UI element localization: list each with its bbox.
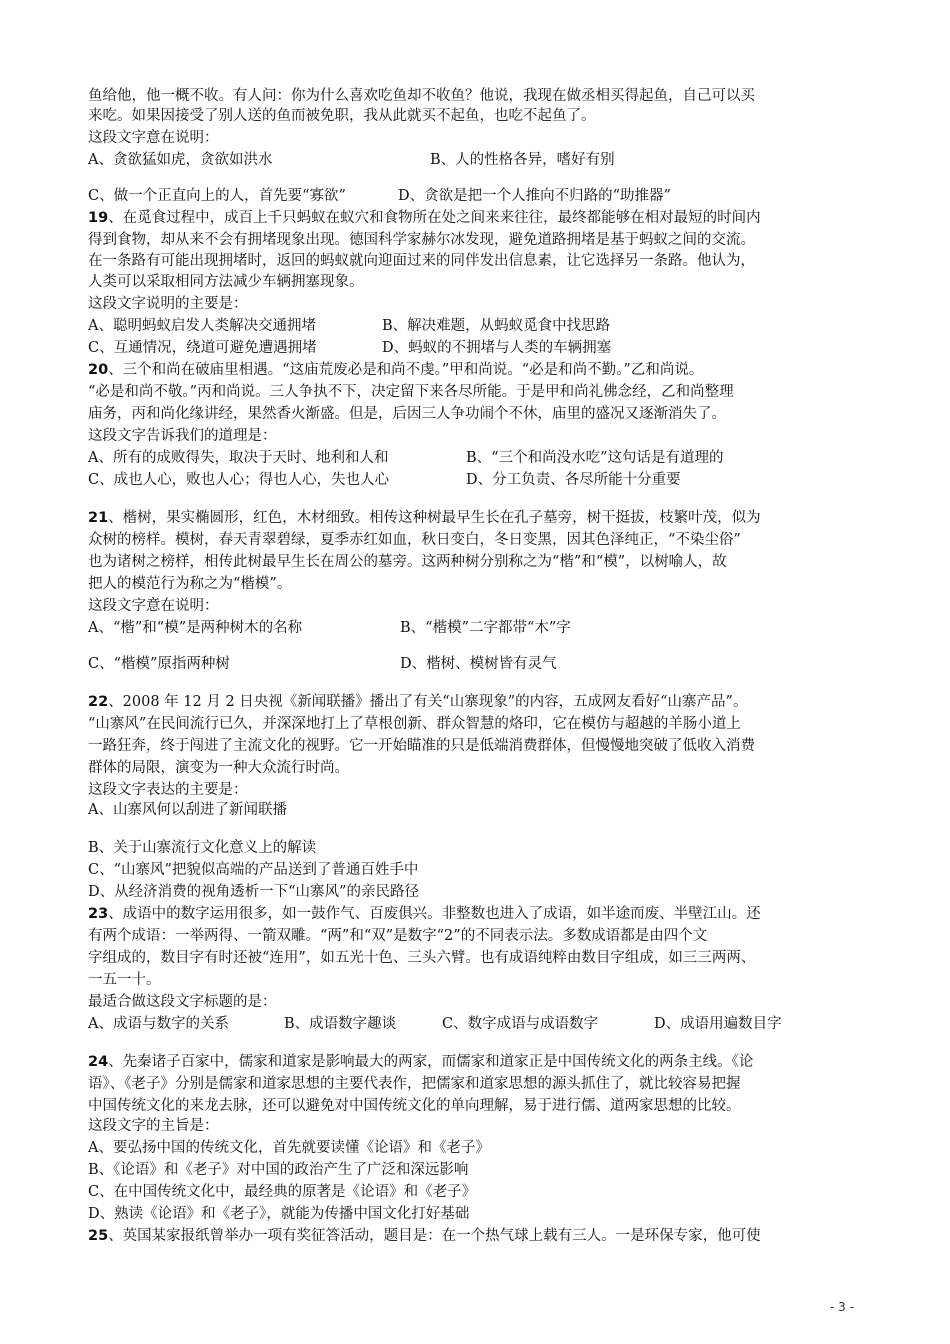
q22-option-c: C、“山寨风”把貌似高端的产品送到了普通百姓手中: [88, 862, 419, 878]
q21-text: 、楷树，果实椭圆形，红色，木材细致。相传这种树最早生长在孔子墓旁，树干挺拔，枝繁叶茂，似为: [108, 510, 761, 526]
q24-option-d: D、熟读《论语》和《老子》，就能为传播中国文化打好基础: [88, 1206, 470, 1222]
q23-options-row: [88, 1014, 878, 1034]
q20-number: 20: [88, 362, 109, 378]
q20-option-a: A、所有的成败得失，取决于天时、地利和人和: [88, 450, 389, 466]
q20-option-b: B、“三个和尚没水吃”这句话是有道理的: [466, 450, 724, 466]
q20-option-d: D、分工负责、各尽所能十分重要: [466, 472, 681, 488]
page-number: - 3 -: [830, 1300, 854, 1314]
q20-options-row: [88, 448, 878, 468]
q22-number: 22: [88, 694, 109, 710]
q19-option-d: D、蚂蚁的不拥堵与人类的车辆拥塞: [382, 340, 612, 356]
q20-options-row: [88, 470, 878, 490]
q21-text-line: 也为诸树之榜样，相传此树最早生长在周公的墓旁。这两种树分别称之为“楷”和“模”，以树喻人，故: [88, 554, 727, 570]
q24-option-a: A、要弘扬中国的传统文化，首先就要读懂《论语》和《老子》: [88, 1140, 490, 1156]
q18-option-b: B、人的性格各异，嗜好有别: [430, 152, 615, 168]
q21-number: 21: [88, 510, 109, 526]
q23-number: 23: [88, 906, 109, 922]
q18-option-a: A、贪欲猛如虎，贪欲如洪水: [88, 152, 273, 168]
q21-options-row: [88, 654, 878, 674]
q23-option-a: A、成语与数字的关系: [88, 1016, 229, 1032]
q20-text: 、三个和尚在破庙里相遇。“这庙荒废必是和尚不虔。”甲和尚说。“必是和尚不勤。”乙和尚说。: [108, 362, 704, 378]
q19-text-line: [88, 208, 878, 228]
q24-text-line: 语》、《老子》分别是儒家和道家思想的主要代表作，把儒家和道家思想的源头抓住了，就比较容易把握: [88, 1076, 741, 1092]
q25-number: 25: [88, 1228, 109, 1244]
q22-prompt: 这段文字表达的主要是：: [88, 782, 248, 798]
q21-option-c: C、“楷模”原指两种树: [88, 656, 230, 672]
q19-text-line: 得到食物，却从来不会有拥堵现象出现。德国科学家赫尔冰发现，避免道路拥堵是基于蚂蚁之间的交流。: [88, 232, 755, 248]
q21-option-d: D、楷树、模树皆有灵气: [400, 656, 557, 672]
q25-text: 、英国某家报纸曾举办一项有奖征答活动，题目是：在一个热气球上载有三人。一是环保专家，他可使: [108, 1228, 761, 1244]
q21-prompt: 这段文字意在说明：: [88, 598, 219, 614]
q23-option-b: B、成语数字趣谈: [284, 1016, 397, 1032]
q20-option-c: C、成也人心，败也人心；得也人心，失也人心: [88, 472, 390, 488]
q18-option-c: C、做一个正直向上的人，首先要“寡欲”: [88, 188, 346, 204]
q24-prompt: 这段文字的主旨是：: [88, 1118, 219, 1134]
q19-option-a: A、聪明蚂蚁启发人类解决交通拥堵: [88, 318, 316, 334]
q23-option-c: C、数字成语与成语数字: [442, 1016, 599, 1032]
q18-text-line: 来吃。如果因接受了别人送的鱼而被免职，我从此就买不起鱼，也吃不起鱼了。: [88, 108, 596, 124]
q24-text: 、先秦诸子百家中，儒家和道家是影响最大的两家，而儒家和道家正是中国传统文化的两条主线。《论: [108, 1054, 754, 1070]
q18-options-row: [88, 150, 878, 170]
q21-text-line: 把人的模范行为称之为“楷模”。: [88, 576, 292, 592]
q19-options-row: [88, 338, 878, 358]
q19-option-c: C、互通情况，绕道可避免遭遇拥堵: [88, 340, 317, 356]
q23-text: 、成语中的数字运用很多，如一鼓作气、百废俱兴。非整数也进入了成语，如半途而废、半壁江山。还: [108, 906, 761, 922]
q19-text: 、在觅食过程中，成百上千只蚂蚁在蚁穴和食物所在处之间来来往往，最终都能够在相对最短的时间内: [108, 210, 761, 226]
q19-number: 19: [88, 210, 109, 226]
q20-prompt: 这段文字告诉我们的道理是：: [88, 428, 277, 444]
q18-text-line: 鱼给他，他一概不收。有人问：你为什么喜欢吃鱼却不收鱼？他说，我现在做丞相买得起鱼，自己可以买: [88, 88, 755, 104]
q22-option-b: B、关于山寨流行文化意义上的解读: [88, 840, 317, 856]
q19-text-line: 在一条路有可能出现拥堵时，返回的蚂蚁就向迎面过来的同伴发出信息素，让它选择另一条路。他认为，: [88, 253, 755, 269]
q23-text-line: 有两个成语：一举两得、一箭双雕。“两”和“双”是数字“2”的不同表示法。多数成语都是由四个文: [88, 928, 708, 944]
q21-option-b: B、“楷模”二字都带“木”字: [400, 620, 571, 636]
q23-text-line: 一五一十。: [88, 972, 161, 988]
q20-text-line: “必是和尚不敬。”丙和尚说。三人争执不下，决定留下来各尽所能。于是甲和尚礼佛念经，乙和尚整理: [88, 384, 734, 400]
q23-prompt: 最适合做这段文字标题的是：: [88, 994, 277, 1010]
q18-options-row: [88, 186, 878, 206]
q23-option-d: D、成语用遍数目字: [654, 1016, 782, 1032]
q21-options-row: [88, 618, 878, 638]
q20-text-line: [88, 360, 878, 380]
q20-text-line: 庙务，丙和尚化缘讲经，果然香火渐盛。但是，后因三人争功闹个不休，庙里的盛况又逐渐消失了。: [88, 406, 726, 422]
q22-text-line: 群体的局限，演变为一种大众流行时尚。: [88, 760, 349, 776]
q23-text-line: 字组成的，数目字有时还被“连用”，如五光十色、三头六臂。也有成语纯粹由数目字组成，如三三两两、: [88, 950, 756, 966]
q24-text-line: [88, 1052, 878, 1072]
q19-prompt: 这段文字说明的主要是：: [88, 296, 248, 312]
q22-text-line: [88, 692, 878, 712]
q19-options-row: [88, 316, 878, 336]
q21-text-line: 众树的榜样。模树，春天青翠碧绿，夏季赤红如血，秋日变白，冬日变黑，因其色泽纯正，“不染尘俗”: [88, 532, 741, 548]
q22-text-line: 一路狂奔，终于闯进了主流文化的视野。它一开始瞄准的只是低端消费群体，但慢慢地突破了低收入消费: [88, 738, 755, 754]
q18-option-d: D、贪欲是把一个人推向不归路的“助推器”: [398, 188, 671, 204]
q22-text: 、2008 年 12 月 2 日央视《新闻联播》播出了有关“山寨现象”的内容，五成网友看好“山寨产品”。: [108, 694, 748, 710]
q24-option-c: C、在中国传统文化中，最经典的原著是《论语》和《老子》: [88, 1184, 477, 1200]
q24-text-line: 中国传统文化的来龙去脉，还可以避免对中国传统文化的单向理解，易于进行儒、道两家思想的比较。: [88, 1098, 741, 1114]
q22-option-d: D、从经济消费的视角透析一下“山寨风”的亲民路径: [88, 884, 419, 900]
q22-option-a: A、山寨风何以刮进了新闻联播: [88, 802, 287, 818]
q19-text-line: 人类可以采取相同方法减少车辆拥塞现象。: [88, 274, 364, 290]
q24-option-b: B、《论语》和《老子》对中国的政治产生了广泛和深远影响: [88, 1162, 469, 1178]
q22-text-line: “山寨风”在民间流行已久，并深深地打上了草根创新、群众智慧的烙印，它在模仿与超越的羊肠小道上: [88, 716, 741, 732]
q18-prompt: 这段文字意在说明：: [88, 130, 219, 146]
q19-option-b: B、解决难题，从蚂蚁觅食中找思路: [382, 318, 611, 334]
q21-text-line: [88, 508, 878, 528]
q25-text-line: [88, 1226, 878, 1246]
q24-number: 24: [88, 1054, 109, 1070]
q23-text-line: [88, 904, 878, 924]
q21-option-a: A、“楷”和“模”是两种树木的名称: [88, 620, 303, 636]
